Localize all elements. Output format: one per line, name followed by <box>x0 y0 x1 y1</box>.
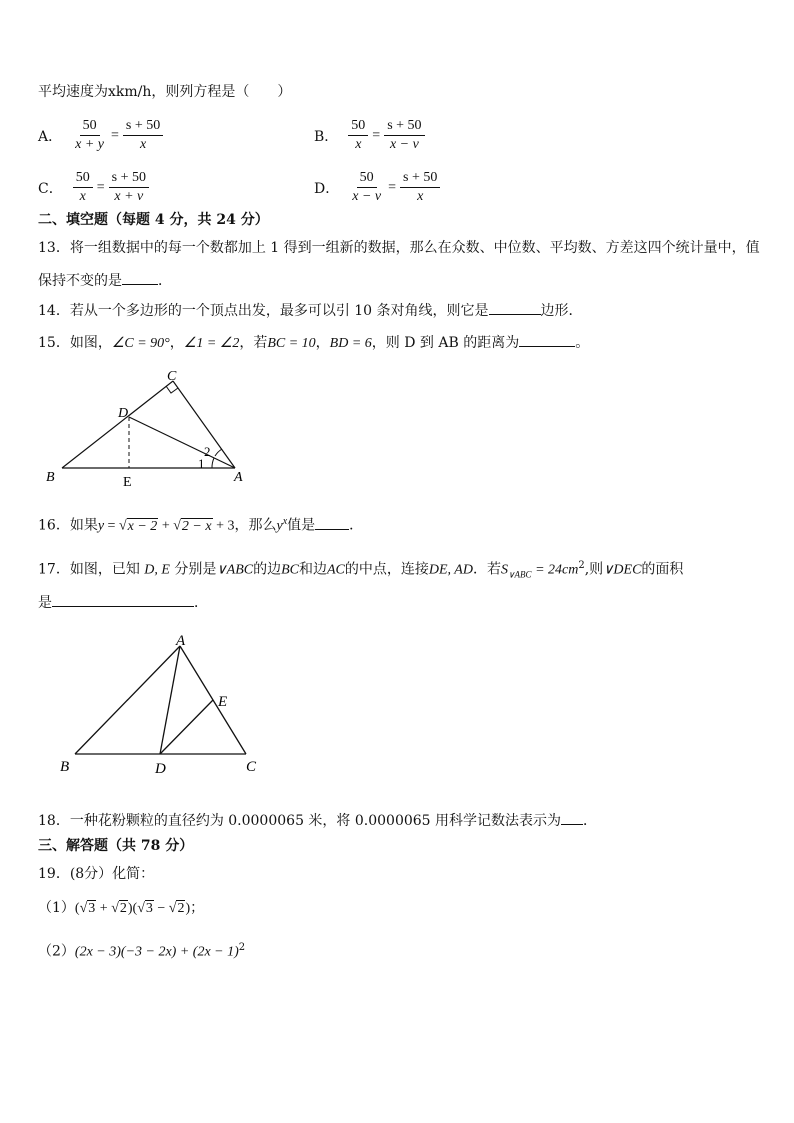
q18: 18．一种花粉颗粒的直径约为 0.0000065 米，将 0.0000065 用科学记数法表示为 ． <box>38 810 597 831</box>
label-d: D <box>118 406 129 421</box>
fraction: $\frac{s + 50}{x}$ <box>123 118 163 153</box>
label-angle-2: 2 <box>204 444 211 459</box>
q13-line2: 保持不变的是 ． <box>38 270 172 291</box>
q13-line1: 13．将一组数据中的每一个数都加上 1 得到一组新的数据，那么在众数、中位数、平均数、方差这四个统计量中，值 <box>38 240 760 256</box>
label-e: E <box>218 694 228 710</box>
answer-blank[interactable] <box>489 300 541 315</box>
q16: 16．如果y = √x − 2 + √2 − x + 3，那么$y^x$值是 ． <box>38 516 364 534</box>
q19-part1: （1）(√3 + √2)(√3 − √2)； <box>38 900 205 916</box>
fraction: $\frac{50}{x + y}$ <box>75 118 104 152</box>
fraction: $\frac{s + 50}{x}$ <box>400 170 440 205</box>
fraction: $\frac{s + 50}{x - v}$ <box>384 118 424 153</box>
answer-blank[interactable] <box>519 332 575 347</box>
answer-blank[interactable] <box>315 515 349 530</box>
q17-line1: 17．如图，已知 D, E 分别是∨ABC的边BC和边AC的中点，连接DE, AD．若$S_{\vee ABC} = 24cm^2$,则∨DEC的面积 <box>38 560 684 580</box>
label-angle-1: 1 <box>198 456 205 471</box>
segment-da <box>129 417 235 468</box>
label-a: A <box>234 470 243 485</box>
section-title: 三、解答题（共 78 分） <box>38 838 194 854</box>
q15: 15．如图，∠C = 90°，∠1 = ∠2，若BC = 10，BD = 6，则 D 到 AB 的距离为 。 <box>38 332 589 354</box>
angle-1-arc <box>212 458 214 468</box>
label-d: D <box>155 761 166 777</box>
answer-blank[interactable] <box>561 810 583 825</box>
fraction: $\frac{s + 50}{x + v}$ <box>109 170 149 205</box>
label-c: C <box>167 369 177 384</box>
label-b: B <box>46 470 55 485</box>
answer-blank[interactable] <box>122 270 158 285</box>
label-a: A <box>176 633 186 649</box>
segment-ab <box>75 646 180 754</box>
option-b[interactable]: B． $\frac{50}{x}$ = $\frac{s + 50}{x - v}$ <box>314 118 427 153</box>
label-c: C <box>246 759 257 775</box>
angle-2-arc <box>215 449 222 456</box>
q19-part2: $(2)(2x - 3)(-3 - 2x) + (2x - 1)^2$ <box>38 942 246 960</box>
label-b: B <box>60 759 70 775</box>
option-a[interactable]: A． $\frac{50}{x + y}$ = $\frac{s + 50}{x}$ <box>38 118 165 153</box>
q14: 14．若从一个多边形的一个顶点出发，最多可以引 10 条对角线，则它是 边形． <box>38 300 583 321</box>
fraction: $\frac{50}{x}$ <box>348 118 368 153</box>
segment-ad <box>160 646 180 754</box>
option-d[interactable]: D． $\frac{50}{x - v}$ = $\frac{s + 50}{x}$ <box>314 170 442 205</box>
fraction: $\frac{50}{x - v}$ <box>352 170 382 204</box>
fraction: $\frac{50}{x}$ <box>73 170 93 205</box>
figure-triangle-ade <box>0 628 300 778</box>
q19-title: 19．(8分）化简： <box>38 866 155 882</box>
figure-triangle-abc <box>0 360 300 495</box>
right-angle-mark <box>166 386 178 393</box>
label-e: E <box>123 475 132 490</box>
option-c[interactable]: C． $\frac{50}{x}$ = $\frac{s + 50}{x + v}$ <box>38 170 151 205</box>
q12-stem: 平均速度为xkm/h，则列方程是（ ） <box>38 84 292 100</box>
segment-bc <box>62 381 173 468</box>
section-title: 二、填空题（每题 4 分，共 24 分） <box>38 212 269 228</box>
q17-line2: 是 ． <box>38 592 208 613</box>
answer-blank[interactable] <box>52 592 194 607</box>
